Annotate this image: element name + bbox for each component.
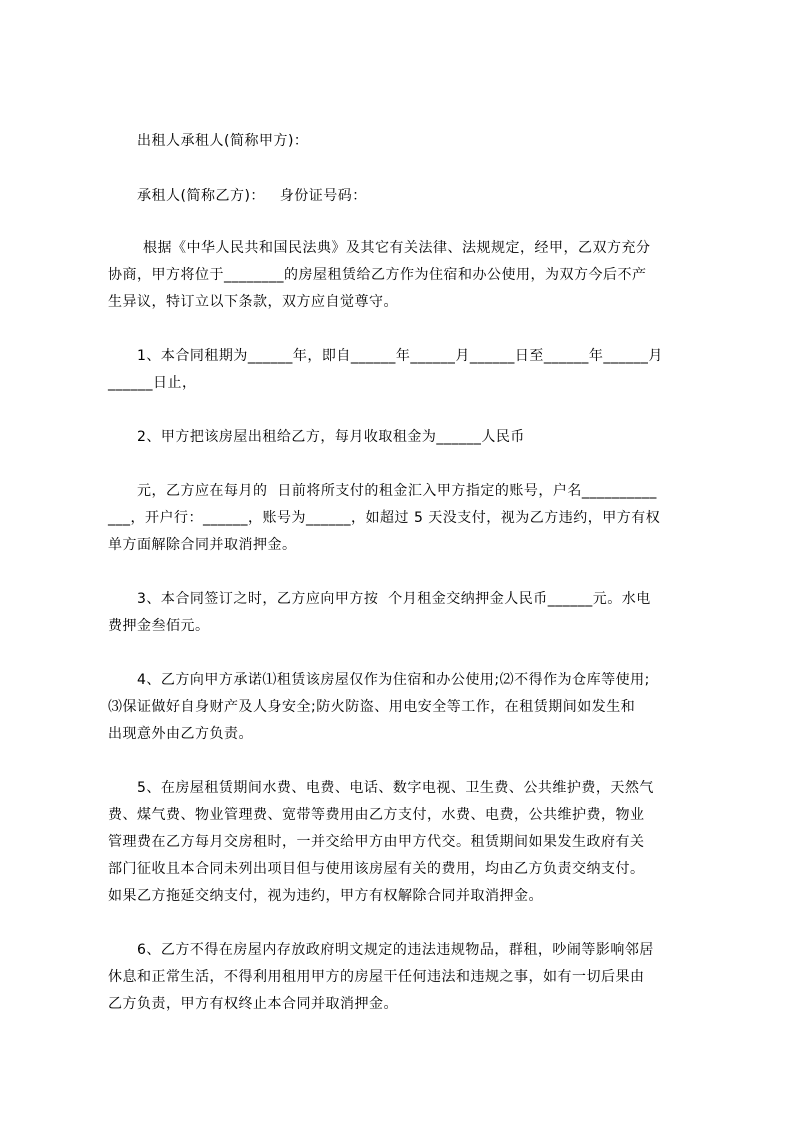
clause-4-line-2: ⑶保证做好自身财产及人身安全;防火防盗、用电安全等工作，在租赁期间如发生和 [108,699,636,715]
intro-line-2: 协商，甲方将位于________的房屋租赁给乙方作为住宿和办公使用，为双方今后不产 [108,267,647,283]
clause-3-line-1: 3、本合同签订之时，乙方应向甲方按 个月租金交纳押金人民币______元。水电 [137,591,651,607]
clause-5-line-5: 如果乙方拖延交纳支付，视为违约，甲方有权解除合同并取消押金。 [108,888,543,904]
clause-6-line-3: 乙方负责，甲方有权终止本合同并取消押金。 [108,996,398,1012]
lessee-line: 承租人(简称乙方)： 身份证号码： [137,188,367,204]
clause-1-line-1: 1、本合同租期为______年，即自______年______月______日至______年______月 [137,348,663,364]
clause-2-line-1: 2、甲方把该房屋出租给乙方，每月收取租金为______人民币 [137,429,525,445]
clause-5-line-2: 费、煤气费、物业管理费、宽带等费用由乙方支付，水费、电费，公共维护费，物业 [108,807,645,823]
intro-line-1: 根据《中华人民共和国民法典》及其它有关法律、法规规定，经甲，乙双方充分 [143,240,651,256]
clause-4-line-1: 4、乙方向甲方承诺⑴租赁该房屋仅作为住宿和办公使用;⑵不得作为仓库等使用; [137,672,650,688]
clause-2b-line-1: 元，乙方应在每月的 日前将所支付的租金汇入甲方指定的账号，户名__________ [137,483,657,499]
clause-1-line-2: ______日止， [108,375,197,391]
clause-5-line-3: 管理费在乙方每月交房租时，一并交给甲方由甲方代交。租赁期间如果发生政府有关 [108,834,645,850]
clause-5-line-1: 5、在房屋租赁期间水费、电费、电话、数字电视、卫生费、公共维护费，天然气 [137,780,654,796]
clause-4-line-3: 出现意外由乙方负责。 [108,726,253,742]
clause-6-line-2: 休息和正常生活，不得利用租用甲方的房屋干任何违法和违规之事，如有一切后果由 [108,969,645,985]
clause-3-line-2: 费押金叁佰元。 [108,618,210,634]
lessor-line: 出租人承租人(简称甲方)： [137,133,309,149]
clause-2b-line-2: ___，开户行：______，账号为______，如超过 5 天没支付，视为乙方违约，甲方有权 [108,510,661,526]
intro-line-3: 生异议，特订立以下条款，双方应自觉尊守。 [108,294,398,310]
clause-6-line-1: 6、乙方不得在房屋内存放政府明文规定的违法违规物品，群租，吵闹等影响邻居 [137,942,654,958]
clause-5-line-4: 部门征收且本合同未列出项目但与使用该房屋有关的费用，均由乙方负责交纳支付。 [108,861,645,877]
clause-2b-line-3: 单方面解除合同并取消押金。 [108,537,297,553]
